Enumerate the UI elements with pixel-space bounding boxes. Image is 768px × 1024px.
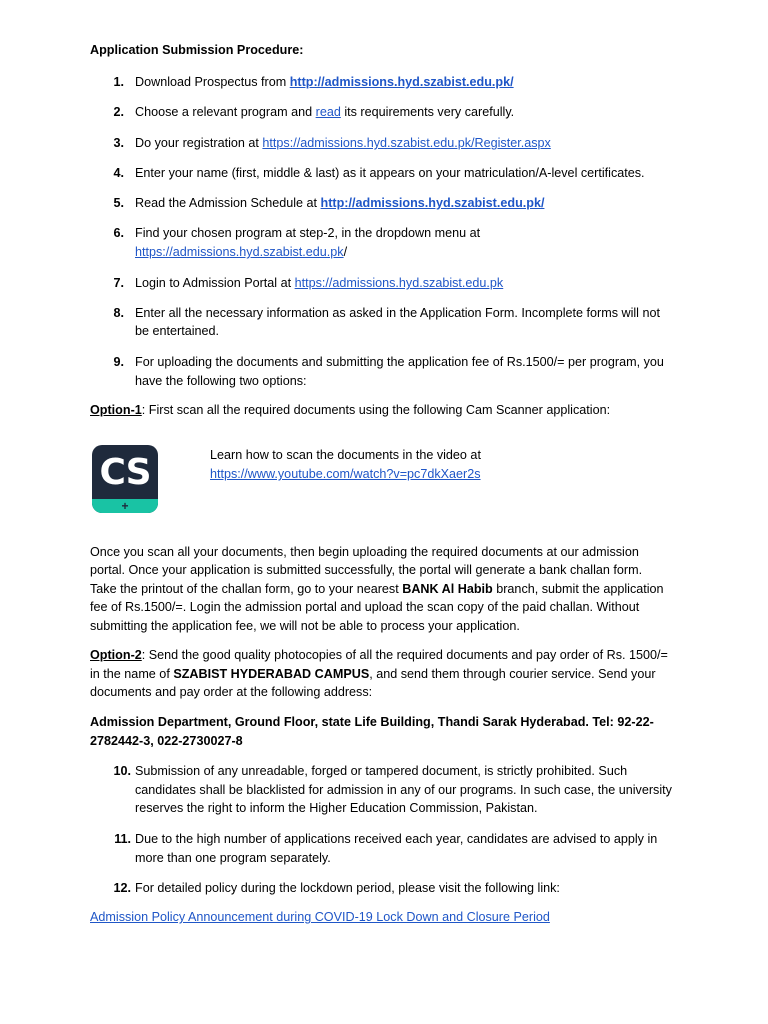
scan-text: Take the printout of the challan form, go to your nearest bbox=[90, 582, 403, 596]
step-7 bbox=[135, 274, 503, 293]
option-2-line-3: documents and pay order at the following address: bbox=[90, 685, 373, 699]
step-6-line-2 bbox=[135, 243, 347, 262]
step-10-line-1: Submission of any unreadable, forged or tampered document, is strictly prohibited. Such bbox=[135, 764, 628, 778]
camscanner-icon bbox=[92, 445, 158, 513]
step-text: Choose a relevant program and bbox=[135, 105, 316, 119]
option-2-text: in the name of bbox=[90, 667, 174, 681]
step-number: 5. bbox=[113, 196, 124, 210]
program-link[interactable]: https://admissions.hyd.szabist.edu.pk bbox=[135, 245, 344, 259]
address-line-2: 2782442-3, 022-2730027-8 bbox=[90, 734, 243, 748]
read-link[interactable]: read bbox=[315, 105, 341, 119]
camscanner-plus-icon: + bbox=[121, 499, 129, 513]
scan-text: branch, submit the application bbox=[492, 582, 664, 596]
step-8-line-1: Enter all the necessary information as asked in the Application Form. Incomplete forms will not bbox=[135, 306, 660, 320]
step-3 bbox=[135, 134, 551, 153]
schedule-link[interactable]: http://admissions.hyd.szabist.edu.pk/ bbox=[320, 196, 545, 210]
step-1 bbox=[135, 73, 514, 92]
step-6-line-1: Find your chosen program at step-2, in the dropdown menu at bbox=[135, 226, 481, 240]
step-12-line-1: For detailed policy during the lockdown period, please visit the following link: bbox=[135, 881, 560, 895]
register-link[interactable]: https://admissions.hyd.szabist.edu.pk/Register.aspx bbox=[262, 136, 551, 150]
step-9-line-1: For uploading the documents and submitting the application fee of Rs.1500/= per program, you bbox=[135, 355, 664, 369]
address-line-1: Admission Department, Ground Floor, state Life Building, Thandi Sarak Hyderabad. Tel: 92-22- bbox=[90, 715, 654, 729]
step-8-line-2: be entertained. bbox=[135, 324, 220, 338]
step-10-line-2: candidates shall be blacklisted for admission in any of our programs. In such case, the university bbox=[135, 783, 672, 797]
step-5 bbox=[135, 194, 544, 213]
policy-link-line bbox=[90, 908, 550, 927]
policy-link[interactable]: Admission Policy Announcement during COVID-19 Lock Down and Closure Period bbox=[90, 910, 550, 924]
step-number: 12. bbox=[113, 881, 131, 895]
step-9-line-2: have the following two options: bbox=[135, 374, 307, 388]
scan-line-3 bbox=[90, 580, 690, 599]
youtube-link[interactable]: https://www.youtube.com/watch?v=pc7dkXaer2s bbox=[210, 467, 481, 481]
step-number: 10. bbox=[113, 764, 131, 778]
option-2-text: , and send them through courier service. Send your bbox=[369, 667, 656, 681]
step-10-line-3: reserves the right to inform the Higher Education Commission, Pakistan. bbox=[135, 801, 538, 815]
scan-line-2: portal. Once your application is submitted successfully, the portal will generate a bank challan form. bbox=[90, 563, 643, 577]
step-2 bbox=[135, 103, 514, 122]
step-11-line-2: more than one program separately. bbox=[135, 851, 331, 865]
bank-name: BANK Al Habib bbox=[402, 582, 493, 596]
step-number: 7. bbox=[113, 276, 124, 290]
step-11-line-1: Due to the high number of applications received each year, candidates are advised to apply in bbox=[135, 832, 658, 846]
portal-link[interactable]: https://admissions.hyd.szabist.edu.pk bbox=[294, 276, 504, 290]
scan-line-5: submitting the application fee, we will not be able to process your application. bbox=[90, 619, 520, 633]
step-number: 4. bbox=[113, 166, 124, 180]
video-instruction: Learn how to scan the documents in the video at bbox=[210, 448, 481, 462]
option-2-line-2 bbox=[90, 665, 690, 684]
option-2-text: : Send the good quality photocopies of all the required documents and pay order of Rs. 1500/= bbox=[141, 648, 668, 662]
step-text: Read the Admission Schedule at bbox=[135, 196, 321, 210]
step-number: 11. bbox=[114, 832, 131, 846]
step-text: Login to Admission Portal at bbox=[135, 276, 295, 290]
video-link-line bbox=[210, 465, 481, 484]
option-2-label: Option-2 bbox=[90, 648, 142, 662]
step-4: Enter your name (first, middle & last) as it appears on your matriculation/A-level certificates. bbox=[135, 166, 645, 180]
option-1-label: Option-1 bbox=[90, 403, 142, 417]
step-number: 6. bbox=[113, 226, 124, 240]
step-number: 8. bbox=[113, 306, 124, 320]
step-text: Download Prospectus from bbox=[135, 75, 290, 89]
option-2-line-1 bbox=[90, 646, 690, 665]
scan-line-4: fee of Rs.1500/=. Login the admission portal and upload the scan copy of the paid challan. Without bbox=[90, 600, 640, 614]
page-title: Application Submission Procedure: bbox=[90, 43, 304, 57]
step-text: / bbox=[343, 245, 348, 259]
option-1-paragraph bbox=[90, 401, 610, 420]
prospectus-link[interactable]: http://admissions.hyd.szabist.edu.pk/ bbox=[289, 75, 514, 89]
step-number: 1. bbox=[113, 75, 124, 89]
step-text: its requirements very carefully. bbox=[340, 105, 515, 119]
option-1-text: : First scan all the required documents using the following Cam Scanner application: bbox=[141, 403, 611, 417]
step-number: 2. bbox=[113, 105, 124, 119]
scan-line-1: Once you scan all your documents, then begin uploading the required documents at our admission bbox=[90, 545, 639, 559]
campus-name: SZABIST HYDERABAD CAMPUS bbox=[173, 667, 370, 681]
step-number: 9. bbox=[113, 355, 124, 369]
step-text: Do your registration at bbox=[135, 136, 263, 150]
step-number: 3. bbox=[113, 136, 124, 150]
camscanner-icon-text: CS bbox=[99, 452, 151, 493]
